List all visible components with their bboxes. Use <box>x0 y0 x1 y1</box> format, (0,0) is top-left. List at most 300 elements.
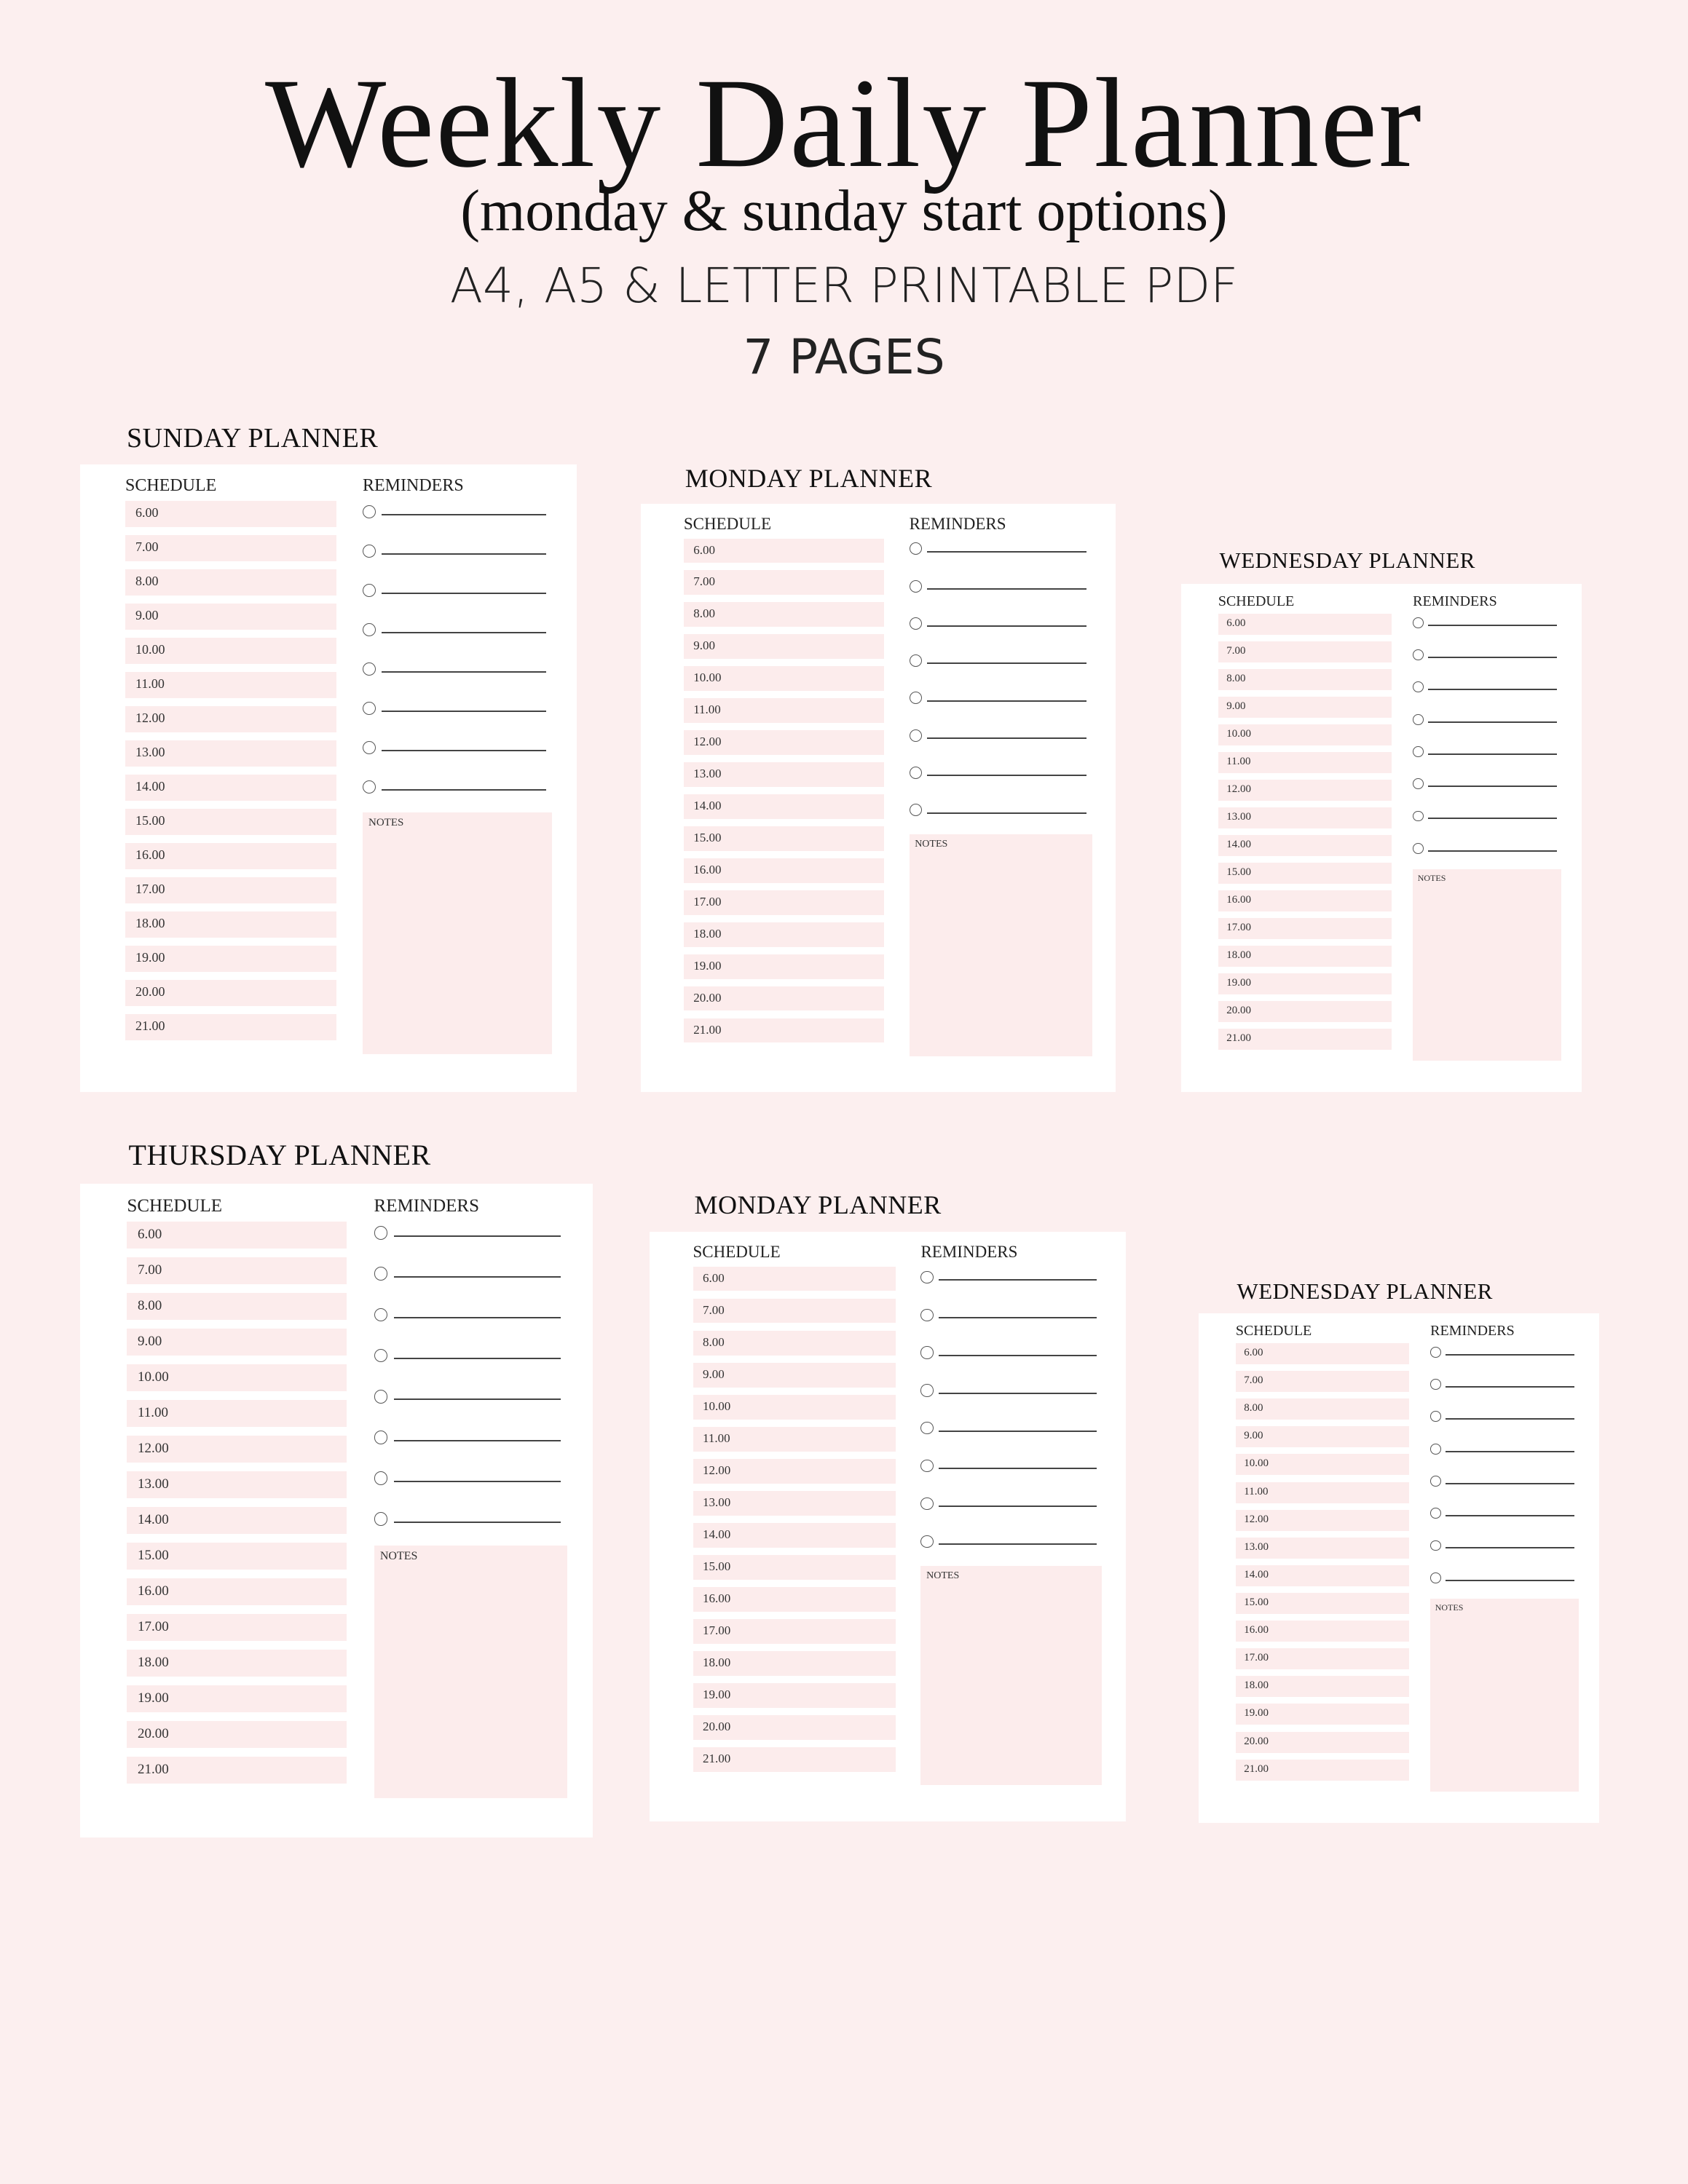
checkbox-circle-icon[interactable] <box>910 617 922 630</box>
reminder-item[interactable] <box>1413 778 1563 790</box>
checkbox-circle-icon[interactable] <box>910 729 922 742</box>
reminder-item[interactable] <box>910 692 1094 705</box>
reminder-item[interactable] <box>1430 1572 1580 1584</box>
schedule-slot[interactable] <box>125 877 336 903</box>
reminder-line <box>1428 625 1556 626</box>
reminder-item[interactable] <box>910 542 1094 556</box>
schedule-slot[interactable] <box>684 922 885 946</box>
hour-label: 21.00 <box>702 1752 731 1766</box>
reminder-line <box>1446 1580 1574 1581</box>
schedule-slot[interactable] <box>1236 1760 1409 1781</box>
notes-box[interactable] <box>920 1566 1102 1785</box>
hour-label: 19.00 <box>138 1690 169 1706</box>
planner-sheet <box>80 1184 593 1837</box>
schedule-label: SCHEDULE <box>1235 1323 1312 1340</box>
schedule-slot[interactable] <box>684 634 885 658</box>
hour-label: 16.00 <box>138 1583 169 1599</box>
reminder-item[interactable] <box>363 623 553 638</box>
hour-label: 11.00 <box>1244 1485 1269 1497</box>
notes-box[interactable] <box>363 812 552 1054</box>
schedule-slot[interactable] <box>127 1257 347 1284</box>
hour-label: 6.00 <box>1226 617 1246 629</box>
reminder-line <box>382 711 546 712</box>
schedule-slot[interactable] <box>125 809 336 835</box>
reminder-line <box>939 1355 1096 1356</box>
reminder-item[interactable] <box>1430 1508 1580 1519</box>
schedule-slot[interactable] <box>1236 1565 1409 1586</box>
reminder-item[interactable] <box>374 1349 569 1364</box>
notes-box[interactable] <box>374 1546 567 1798</box>
checkbox-circle-icon[interactable] <box>910 692 922 704</box>
checkbox-circle-icon[interactable] <box>1430 1540 1441 1551</box>
hour-label: 6.00 <box>702 1271 725 1285</box>
schedule-slot[interactable] <box>1236 1398 1409 1420</box>
schedule-slot[interactable] <box>684 826 885 850</box>
hour-label: 7.00 <box>138 1262 162 1278</box>
schedule-slot[interactable] <box>127 1436 347 1463</box>
checkbox-circle-icon[interactable] <box>374 1512 388 1526</box>
hour-label: 15.00 <box>1244 1597 1269 1608</box>
reminder-item[interactable] <box>1413 746 1563 758</box>
schedule-slot[interactable] <box>693 1331 896 1355</box>
hour-label: 6.00 <box>138 1227 162 1242</box>
reminder-item[interactable] <box>1413 649 1563 661</box>
schedule-slot[interactable] <box>693 1715 896 1739</box>
schedule-slot[interactable] <box>1218 1001 1392 1022</box>
checkbox-circle-icon[interactable] <box>363 741 376 754</box>
hour-label: 19.00 <box>135 950 165 965</box>
checkbox-circle-icon[interactable] <box>920 1460 933 1472</box>
schedule-slot[interactable] <box>693 1747 896 1771</box>
checkbox-circle-icon[interactable] <box>374 1226 388 1240</box>
reminder-line <box>1428 818 1556 819</box>
reminder-item[interactable] <box>910 804 1094 818</box>
reminder-item[interactable] <box>920 1271 1103 1285</box>
reminder-line <box>1446 1515 1574 1516</box>
reminder-item[interactable] <box>920 1346 1103 1360</box>
hour-label: 16.00 <box>702 1591 731 1606</box>
schedule-slot[interactable] <box>684 858 885 882</box>
schedule-slot[interactable] <box>1236 1621 1409 1642</box>
schedule-slot[interactable] <box>1218 918 1392 939</box>
schedule-slot[interactable] <box>125 980 336 1006</box>
checkbox-circle-icon[interactable] <box>1413 617 1424 628</box>
schedule-slot[interactable] <box>127 1507 347 1534</box>
schedule-slot[interactable] <box>127 1685 347 1712</box>
reminder-item[interactable] <box>363 545 553 559</box>
reminder-line <box>927 700 1086 702</box>
checkbox-circle-icon[interactable] <box>1430 1476 1441 1487</box>
planner-sheet <box>641 504 1116 1092</box>
planner-title: THURSDAY PLANNER <box>128 1139 431 1171</box>
hour-label: 17.00 <box>702 1623 731 1638</box>
reminder-line <box>394 1522 561 1523</box>
checkbox-circle-icon[interactable] <box>363 584 376 597</box>
schedule-slot[interactable] <box>125 706 336 732</box>
schedule-slot[interactable] <box>125 740 336 767</box>
checkbox-circle-icon[interactable] <box>363 702 376 715</box>
reminder-line <box>1446 1386 1574 1388</box>
hour-label: 20.00 <box>1244 1735 1269 1747</box>
reminder-item[interactable] <box>920 1422 1103 1436</box>
reminder-item[interactable] <box>1430 1411 1580 1423</box>
checkbox-circle-icon[interactable] <box>910 654 922 667</box>
schedule-slot[interactable] <box>1218 890 1392 911</box>
hour-label: 13.00 <box>702 1495 731 1510</box>
reminder-item[interactable] <box>374 1308 569 1324</box>
schedule-slot[interactable] <box>125 946 336 972</box>
schedule-slot[interactable] <box>693 1299 896 1323</box>
schedule-slot[interactable] <box>127 1364 347 1391</box>
checkbox-circle-icon[interactable] <box>920 1422 933 1434</box>
reminder-line <box>382 593 546 594</box>
schedule-slot[interactable] <box>127 1757 347 1784</box>
schedule-slot[interactable] <box>1236 1343 1409 1364</box>
reminder-line <box>1446 1354 1574 1356</box>
checkbox-circle-icon[interactable] <box>920 1309 933 1321</box>
schedule-slot[interactable] <box>684 602 885 626</box>
schedule-slot[interactable] <box>127 1222 347 1249</box>
reminder-item[interactable] <box>1413 843 1563 855</box>
checkbox-circle-icon[interactable] <box>374 1390 388 1404</box>
planner-sheet <box>1181 584 1582 1092</box>
reminder-item[interactable] <box>374 1390 569 1405</box>
notes-label: NOTES <box>379 1550 418 1563</box>
hour-label: 21.00 <box>1226 1032 1252 1044</box>
schedule-slot[interactable] <box>693 1523 896 1547</box>
schedule-slot[interactable] <box>693 1427 896 1451</box>
hour-label: 12.00 <box>702 1463 731 1478</box>
planner-title: SUNDAY PLANNER <box>127 423 379 454</box>
hour-label: 20.00 <box>135 984 165 999</box>
checkbox-circle-icon[interactable] <box>910 542 922 555</box>
hour-label: 13.00 <box>1244 1540 1269 1553</box>
schedule-slot[interactable] <box>1218 724 1392 745</box>
schedule-slot[interactable] <box>125 911 336 938</box>
checkbox-circle-icon[interactable] <box>1413 681 1424 692</box>
checkbox-circle-icon[interactable] <box>1430 1379 1441 1390</box>
checkbox-circle-icon[interactable] <box>374 1267 388 1281</box>
schedule-slot[interactable] <box>684 986 885 1010</box>
reminder-item[interactable] <box>363 702 553 716</box>
checkbox-circle-icon[interactable] <box>920 1346 933 1358</box>
checkbox-circle-icon[interactable] <box>920 1384 933 1396</box>
checkbox-circle-icon[interactable] <box>1413 778 1424 789</box>
schedule-label: SCHEDULE <box>1218 593 1295 610</box>
schedule-slot[interactable] <box>1218 973 1392 994</box>
hour-label: 10.00 <box>138 1369 169 1385</box>
checkbox-circle-icon[interactable] <box>363 545 376 558</box>
schedule-slot[interactable] <box>127 1721 347 1748</box>
schedule-label: SCHEDULE <box>127 1195 223 1216</box>
schedule-slot[interactable] <box>693 1683 896 1707</box>
checkbox-circle-icon[interactable] <box>1430 1572 1441 1583</box>
hour-label: 21.00 <box>1244 1762 1269 1775</box>
checkbox-circle-icon[interactable] <box>920 1535 933 1548</box>
schedule-slot[interactable] <box>1218 807 1392 828</box>
schedule-label: SCHEDULE <box>125 476 217 495</box>
reminder-line <box>1428 786 1556 787</box>
reminder-line <box>927 662 1086 664</box>
schedule-slot[interactable] <box>1236 1676 1409 1697</box>
reminder-item[interactable] <box>363 662 553 677</box>
reminder-item[interactable] <box>920 1384 1103 1398</box>
hour-label: 13.00 <box>138 1476 169 1492</box>
hour-label: 16.00 <box>693 863 722 877</box>
checkbox-circle-icon[interactable] <box>920 1497 933 1510</box>
hour-label: 15.00 <box>1226 866 1252 878</box>
schedule-slot[interactable] <box>1236 1732 1409 1753</box>
reminder-line <box>394 1398 561 1400</box>
schedule-slot[interactable] <box>684 730 885 754</box>
schedule-slot[interactable] <box>1218 697 1392 718</box>
reminder-item[interactable] <box>1413 617 1563 629</box>
schedule-slot[interactable] <box>684 890 885 914</box>
hour-label: 8.00 <box>1244 1402 1263 1415</box>
schedule-slot[interactable] <box>684 698 885 722</box>
checkbox-circle-icon[interactable] <box>363 662 376 676</box>
hour-label: 18.00 <box>135 916 165 930</box>
reminder-item[interactable] <box>374 1471 569 1487</box>
reminder-item[interactable] <box>920 1497 1103 1511</box>
checkbox-circle-icon[interactable] <box>1430 1444 1441 1455</box>
reminder-item[interactable] <box>920 1535 1103 1549</box>
reminder-item[interactable] <box>363 584 553 598</box>
hour-label: 18.00 <box>1226 949 1252 961</box>
reminders-label: REMINDERS <box>920 1243 1018 1262</box>
checkbox-circle-icon[interactable] <box>1413 714 1424 725</box>
schedule-slot[interactable] <box>684 539 885 563</box>
schedule-slot[interactable] <box>125 775 336 801</box>
checkbox-circle-icon[interactable] <box>1413 649 1424 660</box>
schedule-slot[interactable] <box>693 1363 896 1387</box>
hour-label: 17.00 <box>1244 1652 1269 1664</box>
checkbox-circle-icon[interactable] <box>374 1471 388 1485</box>
hour-label: 8.00 <box>135 574 159 588</box>
hour-label: 20.00 <box>702 1720 731 1734</box>
hour-label: 10.00 <box>135 642 165 657</box>
hour-label: 14.00 <box>702 1527 731 1542</box>
planner-title: WEDNESDAY PLANNER <box>1237 1278 1493 1304</box>
schedule-slot[interactable] <box>1236 1482 1409 1503</box>
reminder-line <box>382 632 546 633</box>
schedule-slot[interactable] <box>1236 1648 1409 1669</box>
reminder-item[interactable] <box>363 505 553 520</box>
hour-label: 19.00 <box>702 1688 731 1702</box>
schedule-slot[interactable] <box>684 570 885 594</box>
reminder-item[interactable] <box>1430 1540 1580 1552</box>
schedule-slot[interactable] <box>1218 752 1392 773</box>
schedule-slot[interactable] <box>1236 1593 1409 1614</box>
schedule-slot[interactable] <box>1218 641 1392 662</box>
schedule-slot[interactable] <box>125 1014 336 1040</box>
reminder-line <box>394 1276 561 1278</box>
reminder-line <box>382 514 546 515</box>
schedule-slot[interactable] <box>125 569 336 596</box>
schedule-slot[interactable] <box>684 1018 885 1042</box>
reminder-item[interactable] <box>374 1431 569 1446</box>
reminder-line <box>1428 689 1556 690</box>
schedule-slot[interactable] <box>127 1400 347 1427</box>
schedule-slot[interactable] <box>1236 1426 1409 1447</box>
notes-box[interactable] <box>910 834 1092 1056</box>
schedule-slot[interactable] <box>127 1578 347 1605</box>
schedule-slot[interactable] <box>693 1619 896 1643</box>
schedule-slot[interactable] <box>1218 835 1392 856</box>
schedule-slot[interactable] <box>1218 669 1392 690</box>
schedule-slot[interactable] <box>693 1395 896 1419</box>
page-count-text: 7 PAGES <box>743 329 945 385</box>
hour-label: 9.00 <box>135 608 159 622</box>
notes-box[interactable] <box>1413 869 1561 1061</box>
hour-label: 17.00 <box>135 882 165 896</box>
planner-title: MONDAY PLANNER <box>685 464 933 493</box>
checkbox-circle-icon[interactable] <box>1413 746 1424 757</box>
reminder-item[interactable] <box>374 1512 569 1527</box>
checkbox-circle-icon[interactable] <box>1430 1508 1441 1519</box>
hour-label: 11.00 <box>1226 755 1251 767</box>
schedule-slot[interactable] <box>693 1459 896 1483</box>
reminder-line <box>927 812 1086 814</box>
reminder-item[interactable] <box>920 1309 1103 1323</box>
checkbox-circle-icon[interactable] <box>910 767 922 779</box>
reminder-line <box>382 789 546 791</box>
reminder-item[interactable] <box>910 617 1094 631</box>
reminder-item[interactable] <box>1430 1379 1580 1390</box>
reminder-item[interactable] <box>374 1226 569 1241</box>
schedule-slot[interactable] <box>127 1329 347 1356</box>
schedule-slot[interactable] <box>125 535 336 561</box>
hour-label: 12.00 <box>693 735 722 749</box>
schedule-slot[interactable] <box>684 794 885 818</box>
schedule-slot[interactable] <box>1218 863 1392 884</box>
reminder-item[interactable] <box>1430 1347 1580 1358</box>
schedule-slot[interactable] <box>1218 946 1392 967</box>
hour-label: 20.00 <box>693 991 722 1005</box>
hour-label: 9.00 <box>702 1367 725 1382</box>
hour-label: 18.00 <box>138 1654 169 1670</box>
schedule-slot[interactable] <box>1218 780 1392 801</box>
checkbox-circle-icon[interactable] <box>374 1431 388 1444</box>
checkbox-circle-icon[interactable] <box>363 623 376 636</box>
schedule-slot[interactable] <box>1236 1454 1409 1475</box>
schedule-slot[interactable] <box>684 954 885 978</box>
schedule-slot[interactable] <box>693 1491 896 1515</box>
reminder-item[interactable] <box>363 780 553 795</box>
hour-label: 7.00 <box>135 539 159 554</box>
planner-title: MONDAY PLANNER <box>694 1190 942 1219</box>
schedule-slot[interactable] <box>1236 1510 1409 1531</box>
reminder-line <box>1428 721 1556 723</box>
schedule-slot[interactable] <box>127 1614 347 1641</box>
hour-label: 11.00 <box>693 703 721 717</box>
schedule-slot[interactable] <box>125 604 336 630</box>
hour-label: 8.00 <box>1226 672 1246 684</box>
hour-label: 16.00 <box>135 847 165 862</box>
checkbox-circle-icon[interactable] <box>1413 843 1424 854</box>
checkbox-circle-icon[interactable] <box>910 804 922 816</box>
reminder-item[interactable] <box>1413 681 1563 693</box>
reminder-item[interactable] <box>1430 1444 1580 1455</box>
hour-label: 10.00 <box>1226 727 1252 740</box>
checkbox-circle-icon[interactable] <box>1430 1411 1441 1422</box>
schedule-slot[interactable] <box>1236 1371 1409 1392</box>
schedule-slot[interactable] <box>127 1471 347 1498</box>
reminder-item[interactable] <box>374 1267 569 1282</box>
schedule-slot[interactable] <box>1236 1538 1409 1559</box>
schedule-slot[interactable] <box>693 1587 896 1611</box>
reminder-item[interactable] <box>910 654 1094 668</box>
schedule-slot[interactable] <box>1218 1029 1392 1050</box>
schedule-slot[interactable] <box>693 1555 896 1579</box>
reminder-item[interactable] <box>1413 714 1563 726</box>
checkbox-circle-icon[interactable] <box>374 1349 388 1363</box>
hour-label: 15.00 <box>693 831 722 845</box>
reminder-item[interactable] <box>910 729 1094 743</box>
checkbox-circle-icon[interactable] <box>920 1271 933 1283</box>
checkbox-circle-icon[interactable] <box>363 505 376 518</box>
hour-label: 9.00 <box>693 638 715 653</box>
schedule-slot[interactable] <box>127 1543 347 1570</box>
schedule-slot[interactable] <box>125 672 336 698</box>
hour-label: 19.00 <box>693 959 722 973</box>
hour-label: 9.00 <box>138 1333 162 1349</box>
notes-label: NOTES <box>926 1570 960 1581</box>
reminder-item[interactable] <box>920 1460 1103 1473</box>
checkbox-circle-icon[interactable] <box>1413 811 1424 822</box>
checkbox-circle-icon[interactable] <box>910 580 922 593</box>
reminder-item[interactable] <box>363 741 553 756</box>
hour-label: 19.00 <box>1226 976 1252 989</box>
reminder-item[interactable] <box>910 580 1094 594</box>
schedule-slot[interactable] <box>127 1293 347 1320</box>
reminder-line <box>939 1468 1096 1469</box>
checkbox-circle-icon[interactable] <box>374 1308 388 1322</box>
hour-label: 12.00 <box>1226 783 1252 795</box>
schedule-slot[interactable] <box>127 1650 347 1677</box>
hour-label: 15.00 <box>138 1547 169 1563</box>
schedule-slot[interactable] <box>125 638 336 664</box>
schedule-slot[interactable] <box>1236 1704 1409 1725</box>
notes-box[interactable] <box>1430 1599 1579 1792</box>
page-title: Weekly Daily Planner <box>265 52 1423 194</box>
reminder-line <box>394 1358 561 1359</box>
schedule-slot[interactable] <box>125 501 336 527</box>
hour-label: 10.00 <box>702 1399 731 1414</box>
hour-label: 13.00 <box>1226 810 1252 823</box>
reminder-item[interactable] <box>910 767 1094 780</box>
schedule-slot[interactable] <box>1218 614 1392 635</box>
schedule-slot[interactable] <box>125 843 336 869</box>
reminder-line <box>382 553 546 555</box>
schedule-slot[interactable] <box>693 1267 896 1291</box>
reminders-label: REMINDERS <box>1430 1323 1515 1340</box>
schedule-slot[interactable] <box>684 666 885 690</box>
checkbox-circle-icon[interactable] <box>363 780 376 794</box>
schedule-slot[interactable] <box>693 1651 896 1675</box>
hour-label: 18.00 <box>702 1655 731 1670</box>
notes-label: NOTES <box>1435 1602 1464 1613</box>
reminder-item[interactable] <box>1430 1476 1580 1487</box>
reminder-line <box>939 1431 1096 1432</box>
schedule-slot[interactable] <box>684 762 885 786</box>
hour-label: 8.00 <box>693 606 715 621</box>
checkbox-circle-icon[interactable] <box>1430 1347 1441 1358</box>
reminder-line <box>394 1317 561 1318</box>
reminder-item[interactable] <box>1413 811 1563 823</box>
hour-label: 8.00 <box>702 1335 725 1350</box>
hour-label: 20.00 <box>1226 1004 1252 1016</box>
